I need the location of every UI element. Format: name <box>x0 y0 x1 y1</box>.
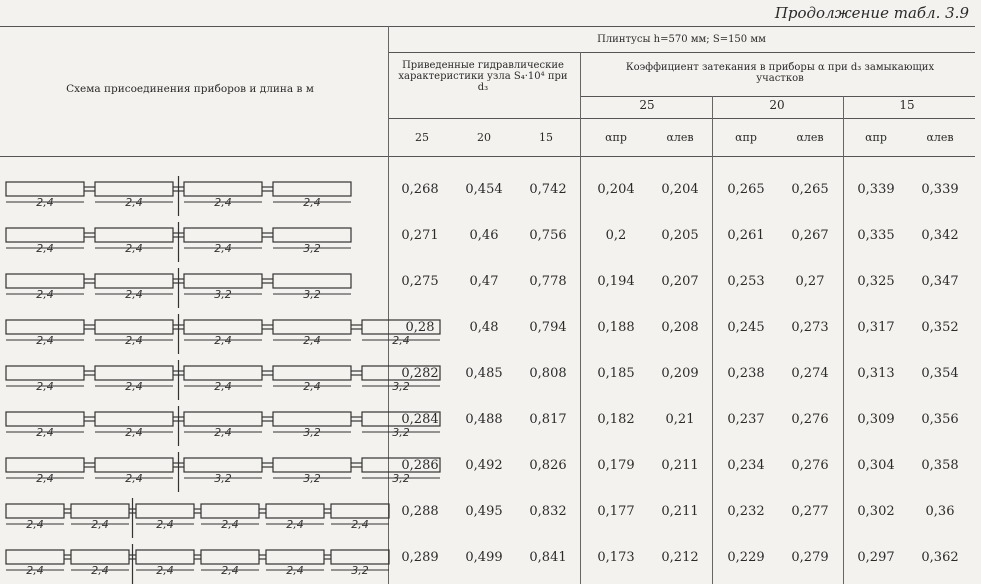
header-top-rule <box>0 26 975 27</box>
table-cell: 0,182 <box>597 412 635 427</box>
table-cell: 0,277 <box>791 504 829 519</box>
header-plinth: Плинтусы h=570 мм; S=150 мм <box>597 34 766 45</box>
connection-schema <box>2 406 410 446</box>
sub-d-20: 20 <box>477 131 491 144</box>
segment-length-label: 2,4 <box>36 196 54 209</box>
table-cell: 0,826 <box>529 458 567 473</box>
table-cell: 0,485 <box>465 366 503 381</box>
radiator-box <box>95 182 173 196</box>
table-cell: 0,267 <box>791 228 829 243</box>
sub-alpha-5: αпр <box>865 131 887 144</box>
segment-length-label: 2,4 <box>286 564 304 577</box>
radiator-box <box>71 550 129 564</box>
connection-schema <box>2 268 387 308</box>
table-cell: 0,207 <box>661 274 699 289</box>
segment-length-label: 3,2 <box>392 380 410 393</box>
radiator-box <box>6 550 64 564</box>
table-cell: 0,492 <box>465 458 503 473</box>
table-cell: 0,46 <box>469 228 499 243</box>
table-cell: 0,279 <box>791 550 829 565</box>
table-cell: 0,209 <box>661 366 699 381</box>
radiator-box <box>266 504 324 518</box>
col-divider-20 <box>843 96 844 584</box>
segment-length-label: 2,4 <box>214 380 232 393</box>
table-cell: 0,211 <box>661 504 699 519</box>
radiator-box <box>184 320 262 334</box>
table-cell: 0,794 <box>529 320 567 335</box>
table-cell: 0,268 <box>401 182 439 197</box>
table-cell: 0,21 <box>665 412 695 427</box>
segment-length-label: 2,4 <box>26 518 44 531</box>
radiator-box <box>273 412 351 426</box>
table-cell: 0,188 <box>597 320 635 335</box>
segment-length-label: 3,2 <box>303 472 321 485</box>
table-cell: 0,362 <box>921 550 959 565</box>
radiator-box <box>266 550 324 564</box>
segment-length-label: 2,4 <box>221 518 239 531</box>
radiator-box <box>136 550 194 564</box>
radiator-box <box>95 458 173 472</box>
segment-length-label: 2,4 <box>214 426 232 439</box>
header-plinth-rule <box>388 52 975 53</box>
radiator-box <box>6 458 84 472</box>
radiator-box <box>273 182 351 196</box>
table-cell: 0,325 <box>857 274 895 289</box>
connection-schema <box>2 314 410 354</box>
table-cell: 0,275 <box>401 274 439 289</box>
radiator-box <box>6 228 84 242</box>
radiator-box <box>273 320 351 334</box>
table-cell: 0,265 <box>727 182 765 197</box>
table-cell: 0,756 <box>529 228 567 243</box>
table-cell: 0,313 <box>857 366 895 381</box>
sub-alpha-6: αлев <box>926 131 954 144</box>
segment-length-label: 2,4 <box>125 196 143 209</box>
table-cell: 0,288 <box>401 504 439 519</box>
header-hydraulic: Приведенные гидравлические характеристики узла S₄·10⁴ при d₃ <box>398 60 568 93</box>
radiator-box <box>184 228 262 242</box>
table-cell: 0,302 <box>857 504 895 519</box>
table-cell: 0,358 <box>921 458 959 473</box>
segment-length-label: 2,4 <box>303 334 321 347</box>
segment-length-label: 2,4 <box>125 334 143 347</box>
table-cell: 0,185 <box>597 366 635 381</box>
table-cell: 0,488 <box>465 412 503 427</box>
table-cell: 0,237 <box>727 412 765 427</box>
table-cell: 0,208 <box>661 320 699 335</box>
table-cell: 0,339 <box>921 182 959 197</box>
segment-length-label: 2,4 <box>91 518 109 531</box>
connection-schema <box>2 452 410 492</box>
segment-length-label: 2,4 <box>125 472 143 485</box>
radiator-box <box>273 228 351 242</box>
table-cell: 0,354 <box>921 366 959 381</box>
segment-length-label: 2,4 <box>36 288 54 301</box>
table-cell: 0,841 <box>529 550 567 565</box>
segment-length-label: 2,4 <box>125 242 143 255</box>
radiator-box <box>273 458 351 472</box>
connection-schema <box>2 360 410 400</box>
table-cell: 0,742 <box>529 182 567 197</box>
segment-length-label: 2,4 <box>221 564 239 577</box>
group-15: 15 <box>899 98 915 112</box>
radiator-box <box>136 504 194 518</box>
segment-length-label: 2,4 <box>36 334 54 347</box>
connection-schema <box>2 176 387 216</box>
table-cell: 0,317 <box>857 320 895 335</box>
table-cell: 0,271 <box>401 228 439 243</box>
table-cell: 0,229 <box>727 550 765 565</box>
table-cell: 0,495 <box>465 504 503 519</box>
connection-schema <box>2 222 387 262</box>
table-cell: 0,265 <box>791 182 829 197</box>
table-cell: 0,177 <box>597 504 635 519</box>
radiator-box <box>273 274 351 288</box>
table-cell: 0,261 <box>727 228 765 243</box>
table-cell: 0,309 <box>857 412 895 427</box>
table-cell: 0,173 <box>597 550 635 565</box>
table-cell: 0,211 <box>661 458 699 473</box>
table-cell: 0,808 <box>529 366 567 381</box>
radiator-box <box>273 366 351 380</box>
segment-length-label: 2,4 <box>303 196 321 209</box>
table-cell: 0,347 <box>921 274 959 289</box>
group-25: 25 <box>639 98 655 112</box>
col-divider-schema <box>388 26 389 584</box>
sub-d-25: 25 <box>415 131 429 144</box>
segment-length-label: 3,2 <box>303 288 321 301</box>
radiator-box <box>95 320 173 334</box>
table-cell: 0,289 <box>401 550 439 565</box>
table-cell: 0,204 <box>597 182 635 197</box>
table-cell: 0,832 <box>529 504 567 519</box>
col-divider-hydraulic <box>580 52 581 584</box>
sub-alpha-2: αлев <box>666 131 694 144</box>
radiator-box <box>201 550 259 564</box>
radiator-box <box>95 228 173 242</box>
table-cell: 0,454 <box>465 182 503 197</box>
table-cell: 0,205 <box>661 228 699 243</box>
radiator-box <box>6 274 84 288</box>
table-cell: 0,499 <box>465 550 503 565</box>
connection-schema <box>2 498 387 538</box>
radiator-box <box>201 504 259 518</box>
table-cell: 0,817 <box>529 412 567 427</box>
radiator-box <box>184 366 262 380</box>
table-cell: 0,274 <box>791 366 829 381</box>
table-cell: 0,286 <box>401 458 439 473</box>
segment-length-label: 2,4 <box>36 242 54 255</box>
table-cell: 0,48 <box>469 320 499 335</box>
radiator-box <box>6 366 84 380</box>
sub-alpha-4: αлев <box>796 131 824 144</box>
table-cell: 0,339 <box>857 182 895 197</box>
radiator-box <box>6 320 84 334</box>
col-divider-25 <box>712 96 713 584</box>
table-cell: 0,204 <box>661 182 699 197</box>
table-cell: 0,238 <box>727 366 765 381</box>
radiator-box <box>71 504 129 518</box>
radiator-box <box>6 182 84 196</box>
segment-length-label: 2,4 <box>156 564 174 577</box>
table-cell: 0,273 <box>791 320 829 335</box>
table-cell: 0,47 <box>469 274 499 289</box>
segment-length-label: 2,4 <box>392 334 410 347</box>
group-20: 20 <box>769 98 785 112</box>
segment-length-label: 2,4 <box>36 380 54 393</box>
segment-length-label: 2,4 <box>214 334 232 347</box>
sub-alpha-3: αпр <box>735 131 757 144</box>
table-cell: 0,28 <box>405 320 435 335</box>
table-cell: 0,335 <box>857 228 895 243</box>
segment-length-label: 3,2 <box>392 472 410 485</box>
table-cell: 0,36 <box>925 504 955 519</box>
radiator-box <box>95 274 173 288</box>
table-cell: 0,352 <box>921 320 959 335</box>
segment-length-label: 2,4 <box>36 426 54 439</box>
segment-length-label: 2,4 <box>125 380 143 393</box>
segment-length-label: 2,4 <box>214 196 232 209</box>
segment-length-label: 3,2 <box>303 426 321 439</box>
radiator-box <box>184 274 262 288</box>
header-schema: Схема присоединения приборов и длина в м <box>66 83 314 95</box>
table-cell: 0,234 <box>727 458 765 473</box>
segment-length-label: 2,4 <box>125 288 143 301</box>
segment-length-label: 2,4 <box>26 564 44 577</box>
segment-length-label: 3,2 <box>392 426 410 439</box>
table-cell: 0,342 <box>921 228 959 243</box>
segment-length-label: 2,4 <box>36 472 54 485</box>
header-sub-rule <box>388 118 975 119</box>
table-cell: 0,253 <box>727 274 765 289</box>
segment-length-label: 2,4 <box>351 518 369 531</box>
segment-length-label: 2,4 <box>303 380 321 393</box>
header-group-rule <box>580 96 975 97</box>
segment-length-label: 3,2 <box>214 472 232 485</box>
radiator-box <box>184 412 262 426</box>
table-cell: 0,356 <box>921 412 959 427</box>
segment-length-label: 2,4 <box>125 426 143 439</box>
radiator-box <box>184 458 262 472</box>
table-cell: 0,232 <box>727 504 765 519</box>
table-cell: 0,27 <box>795 274 825 289</box>
radiator-box <box>331 550 389 564</box>
table-cell: 0,297 <box>857 550 895 565</box>
segment-length-label: 3,2 <box>351 564 369 577</box>
radiator-box <box>331 504 389 518</box>
radiator-box <box>6 504 64 518</box>
radiator-box <box>95 412 173 426</box>
table-cell: 0,2 <box>605 228 627 243</box>
table-cell: 0,194 <box>597 274 635 289</box>
segment-length-label: 2,4 <box>156 518 174 531</box>
header-coefficient: Коэффициент затекания в приборы α при d₃ замыкающих участков <box>625 62 935 84</box>
segment-length-label: 2,4 <box>286 518 304 531</box>
table-cell: 0,212 <box>661 550 699 565</box>
table-cell: 0,778 <box>529 274 567 289</box>
radiator-box <box>184 182 262 196</box>
table-cell: 0,276 <box>791 458 829 473</box>
sub-d-15: 15 <box>539 131 553 144</box>
radiator-box <box>6 412 84 426</box>
segment-length-label: 3,2 <box>214 288 232 301</box>
segment-length-label: 3,2 <box>303 242 321 255</box>
sub-alpha-1: αпр <box>605 131 627 144</box>
table-cell: 0,304 <box>857 458 895 473</box>
table-cell: 0,245 <box>727 320 765 335</box>
table-cell: 0,284 <box>401 412 439 427</box>
table-cell: 0,179 <box>597 458 635 473</box>
radiator-box <box>95 366 173 380</box>
table-cell: 0,282 <box>401 366 439 381</box>
segment-length-label: 2,4 <box>91 564 109 577</box>
table-cell: 0,276 <box>791 412 829 427</box>
header-bottom-rule <box>0 156 975 157</box>
connection-schema <box>2 544 387 584</box>
segment-length-label: 2,4 <box>214 242 232 255</box>
continuation-caption: Продолжение табл. 3.9 <box>774 4 969 22</box>
